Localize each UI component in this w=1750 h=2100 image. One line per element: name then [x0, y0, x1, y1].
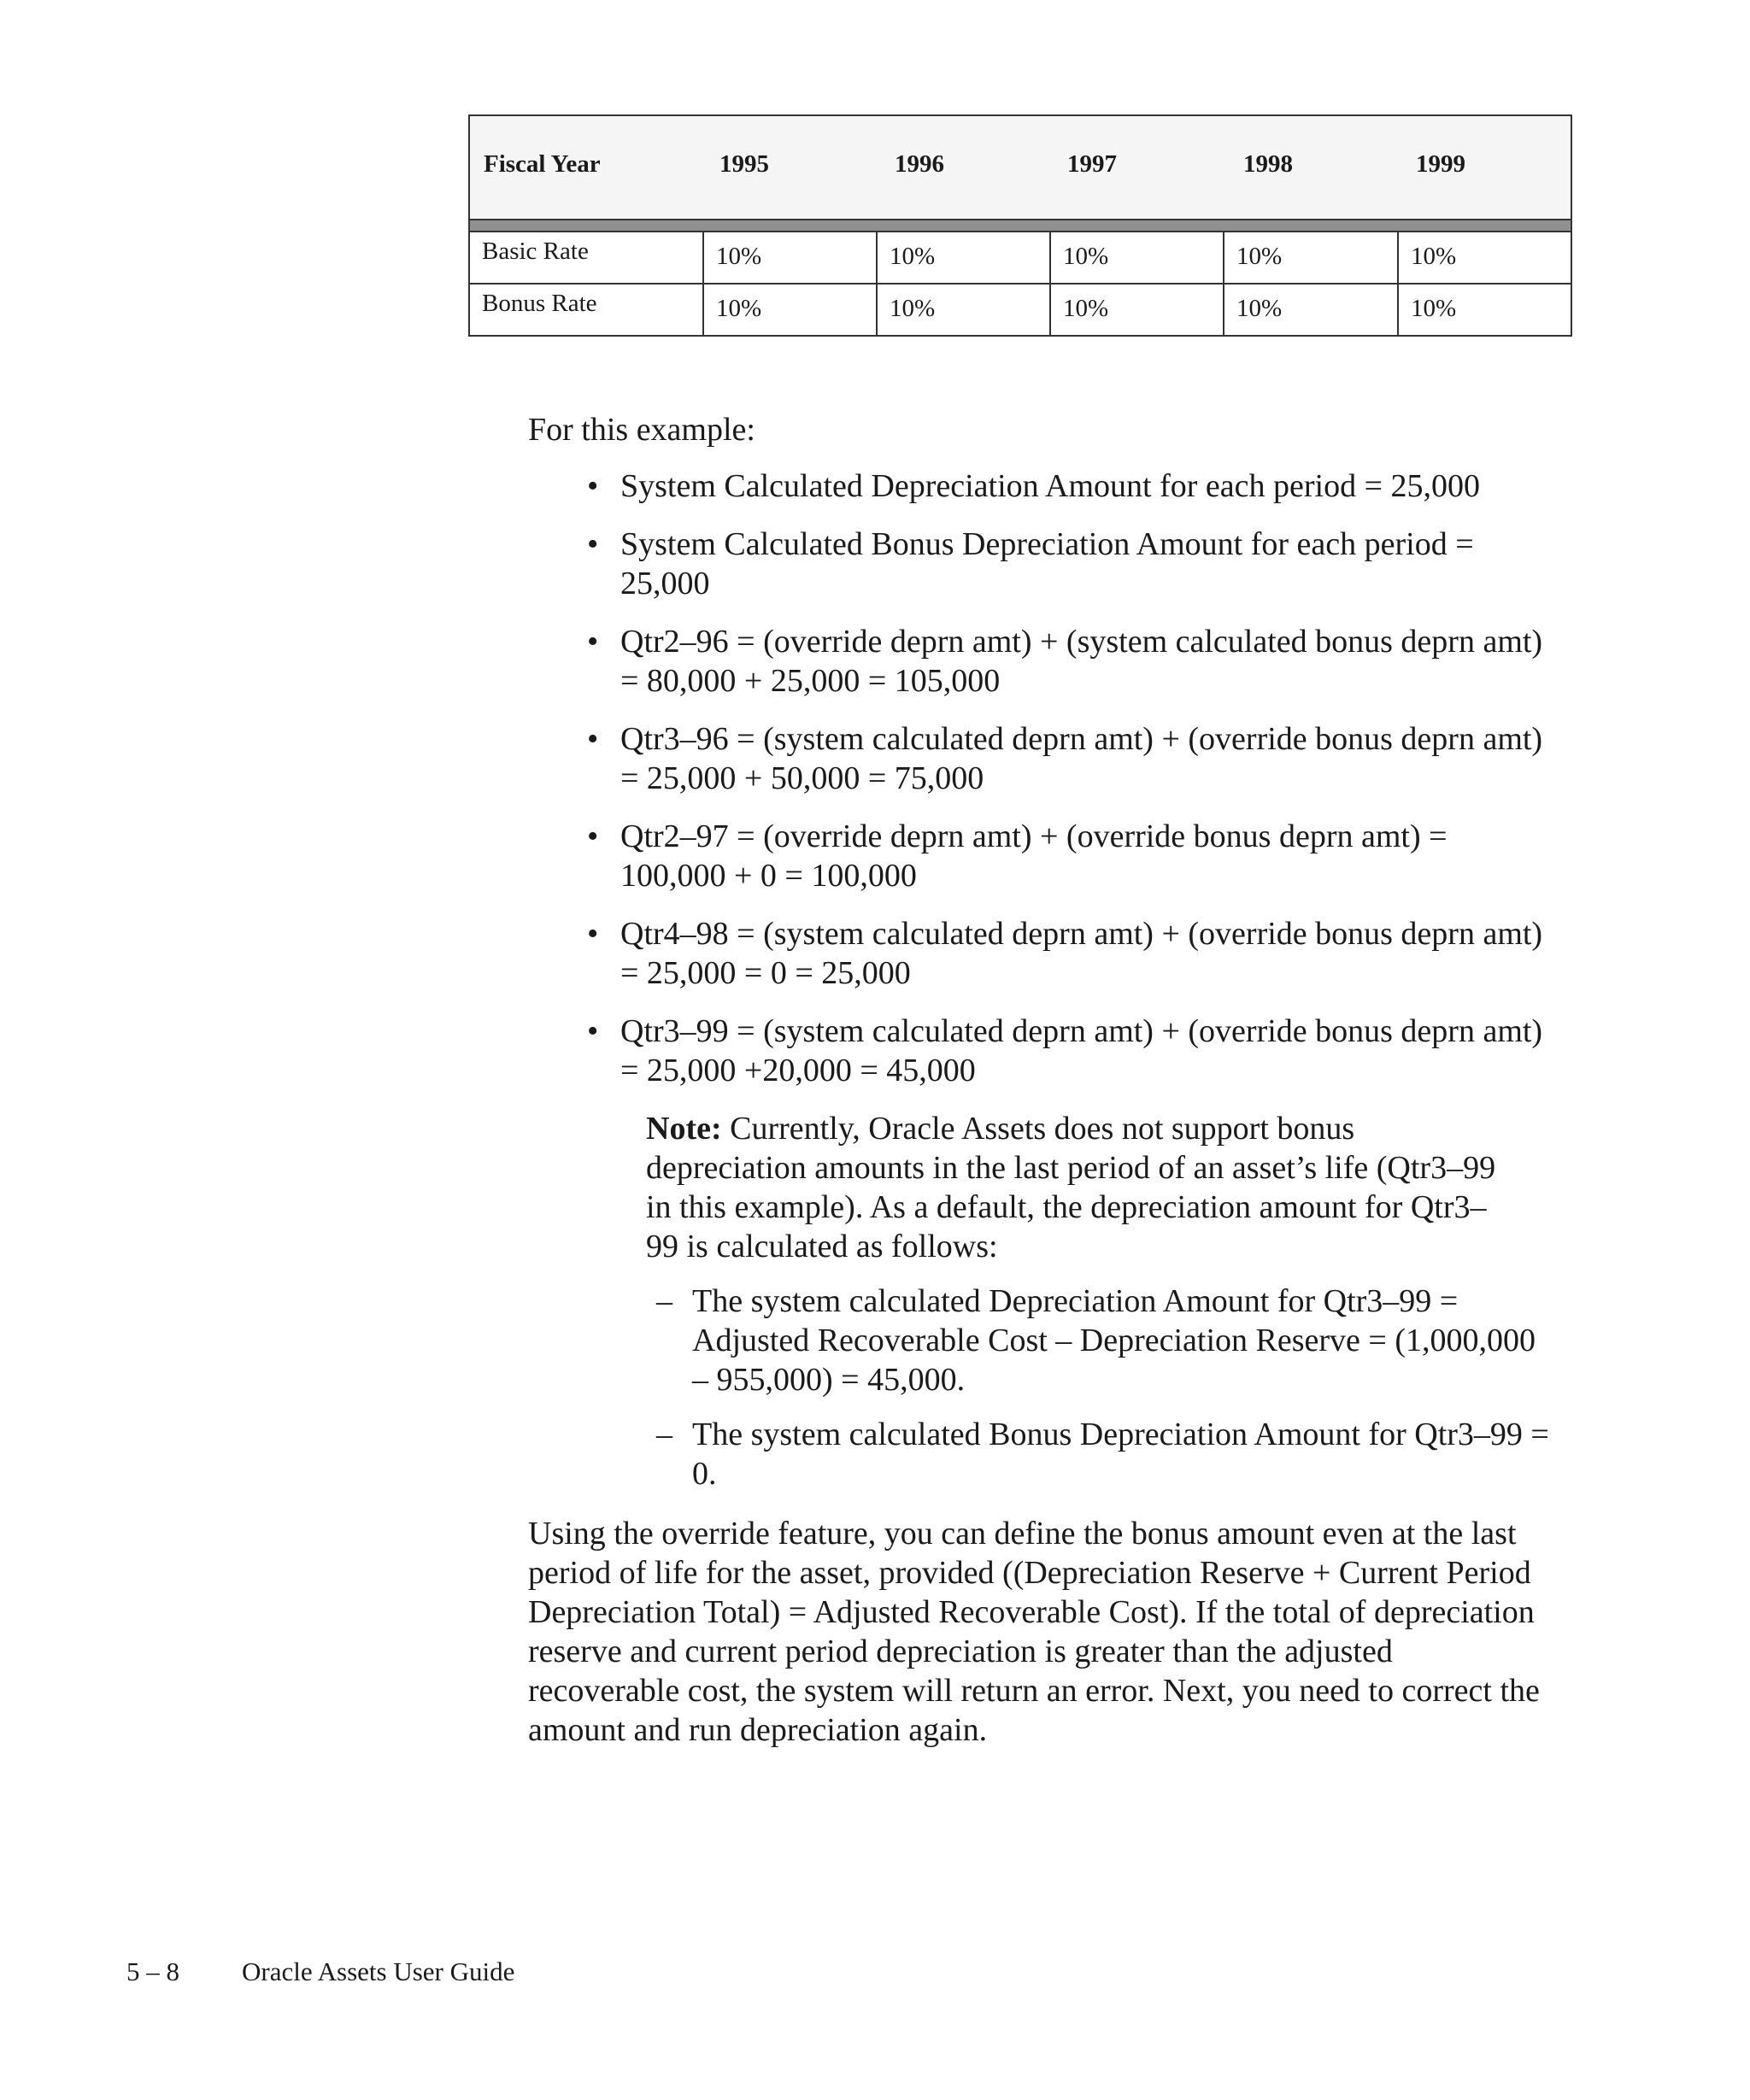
- bullet-text: Qtr4–98 = (system calculated deprn amt) + (override bonus deprn amt) = 25,000 = 0 = 25,000: [620, 916, 1543, 991]
- list-item: [528, 719, 1553, 798]
- rate-cell: 10%: [1399, 284, 1572, 335]
- dash-icon: –: [656, 1283, 672, 1319]
- dash-icon: –: [656, 1417, 672, 1452]
- list-item: [528, 817, 1553, 895]
- header-year-1997: 1997: [1067, 150, 1117, 178]
- bullet-text: Qtr3–99 = (system calculated deprn amt) + (override bonus deprn amt) = 25,000 +20,000 = 45,000: [620, 1013, 1543, 1088]
- rate-cell: 10%: [704, 232, 878, 283]
- header-divider: [468, 220, 1572, 231]
- bullet-icon: •: [587, 916, 599, 952]
- list-item: [528, 622, 1553, 701]
- note-dash-list: [646, 1282, 1553, 1493]
- dash-text: The system calculated Bonus Depreciation Amount for Qtr3–99 = 0.: [692, 1417, 1549, 1492]
- row-label: Bonus Rate: [470, 284, 704, 335]
- header-year-1999: 1999: [1416, 150, 1465, 178]
- rate-cell: 10%: [704, 284, 878, 335]
- bullet-icon: •: [587, 721, 599, 757]
- rate-cell: 10%: [1051, 232, 1224, 283]
- page-footer: [126, 1956, 514, 1987]
- rate-cell: 10%: [878, 284, 1051, 335]
- bullet-text: Qtr2–96 = (override deprn amt) + (system calculated bonus deprn amt) = 80,000 + 25,000 = 105,000: [620, 624, 1543, 699]
- list-item: [528, 914, 1553, 993]
- table-row-basic-rate: [468, 231, 1572, 284]
- bullet-icon: •: [587, 468, 599, 504]
- bullet-icon: •: [587, 624, 599, 660]
- closing-paragraph: Using the override feature, you can define the bonus amount even at the last period of life for the asset, provided ((Depreciation Reserve + Current Period Depreciation Total) = Adjusted Recoverable Cost). If the total of depreciation reserve and current period depreciation is greater than the adjusted recoverable cost, the system will return an error. Next, you need to correct the amount and run depreciation again.: [528, 1516, 1540, 1748]
- rate-cell: 10%: [1051, 284, 1224, 335]
- header-year-1996: 1996: [895, 150, 944, 178]
- header-year-1995: 1995: [719, 150, 769, 178]
- bullet-icon: •: [587, 526, 599, 562]
- row-label: Basic Rate: [470, 232, 704, 283]
- list-item: [528, 1012, 1553, 1090]
- rate-cell: 10%: [1224, 232, 1399, 283]
- header-fiscal-year: Fiscal Year: [484, 150, 601, 178]
- list-item: [528, 466, 1553, 506]
- header-year-1998: 1998: [1243, 150, 1293, 178]
- rate-cell: 10%: [878, 232, 1051, 283]
- note-text: Currently, Oracle Assets does not support bonus depreciation amounts in the last period of an asset’s life (Qtr3–99 in this example). As a default, the depreciation amount for Qtr3–99 is calculated as follows:: [646, 1111, 1496, 1264]
- bullet-icon: •: [587, 818, 599, 854]
- note-block: [646, 1109, 1553, 1266]
- bullet-text: Qtr2–97 = (override deprn amt) + (override bonus deprn amt) = 100,000 + 0 = 100,000: [620, 818, 1448, 894]
- list-item: [528, 525, 1553, 603]
- table-row-bonus-rate: [468, 284, 1572, 337]
- page-number: 5 – 8: [126, 1956, 179, 1986]
- example-bullet-list: [528, 466, 1553, 1090]
- document-title: Oracle Assets User Guide: [242, 1956, 515, 1986]
- rate-cell: 10%: [1224, 284, 1399, 335]
- bullet-text: System Calculated Depreciation Amount for each period = 25,000: [620, 468, 1480, 504]
- example-section: [528, 410, 1553, 1750]
- note-label: Note:: [646, 1111, 722, 1147]
- bullet-text: Qtr3–96 = (system calculated deprn amt) + (override bonus deprn amt) = 25,000 + 50,000 = 75,000: [620, 721, 1543, 796]
- dash-text: The system calculated Depreciation Amount for Qtr3–99 = Adjusted Recoverable Cost – Depreciation Reserve = (1,000,000 – 955,000) = 45,000.: [692, 1283, 1536, 1398]
- bullet-text: System Calculated Bonus Depreciation Amount for each period = 25,000: [620, 526, 1474, 601]
- list-item: [646, 1282, 1553, 1399]
- rate-cell: 10%: [1399, 232, 1572, 283]
- intro-text: For this example:: [528, 412, 755, 448]
- bullet-icon: •: [587, 1013, 599, 1049]
- fiscal-rate-table: [468, 114, 1572, 337]
- list-item: [646, 1415, 1553, 1493]
- table-header: [468, 114, 1572, 220]
